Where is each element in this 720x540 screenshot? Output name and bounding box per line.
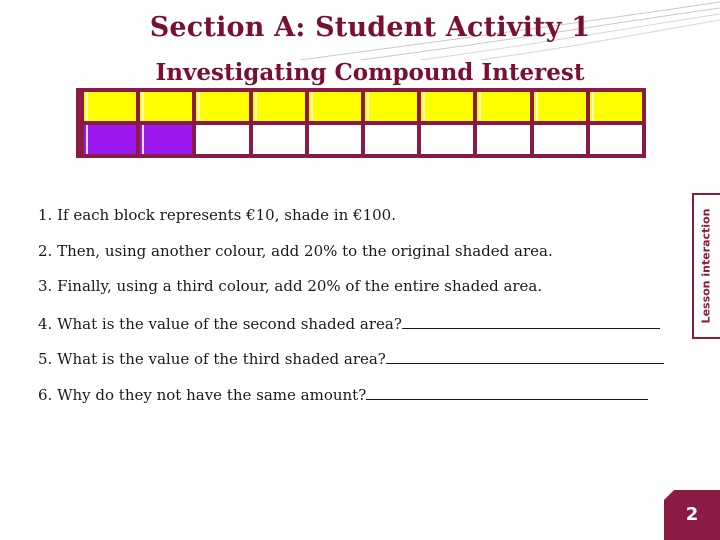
slide-title: Section A: Student Activity 1 [149, 12, 591, 43]
grid-block-yellow[interactable] [534, 92, 586, 121]
page-number-badge [664, 490, 720, 540]
grid-block-white[interactable] [365, 125, 417, 154]
grid-block-yellow[interactable] [309, 92, 361, 121]
grid-block-yellow[interactable] [365, 92, 417, 121]
page-number: 2 [685, 504, 699, 525]
grid-block-white[interactable] [309, 125, 361, 154]
grid-block-white[interactable] [590, 125, 642, 154]
question-item [38, 279, 664, 294]
grid-block-purple[interactable] [140, 125, 192, 154]
side-tab-label: Lesson interaction [699, 208, 713, 324]
question-text: 6. Why do they not have the same amount? [38, 385, 367, 404]
question-item [38, 385, 664, 404]
answer-blank-line[interactable] [402, 315, 660, 329]
grid-block-yellow[interactable] [590, 92, 642, 121]
grid-block-white[interactable] [477, 125, 529, 154]
grid-block-yellow[interactable] [253, 92, 305, 121]
question-text: 4. What is the value of the second shaded area? [38, 314, 402, 333]
grid-block-white[interactable] [421, 125, 473, 154]
answer-blank-line[interactable] [386, 350, 664, 364]
grid-block-yellow[interactable] [140, 92, 192, 121]
grid-block-white[interactable] [253, 125, 305, 154]
grid-block-purple[interactable] [84, 125, 136, 154]
question-text: 2. Then, using another colour, add 20% to the original shaded area. [38, 241, 553, 260]
grid-block-white[interactable] [196, 125, 248, 154]
slide-subtitle: Investigating Compound Interest [155, 59, 585, 86]
question-item [38, 350, 664, 368]
question-text: 1. If each block represents €10, shade in €100. [38, 206, 396, 224]
corner-fold [664, 490, 674, 500]
question-item [38, 241, 664, 260]
question-list [38, 208, 664, 421]
grid-block-yellow[interactable] [196, 92, 248, 121]
question-item [38, 208, 664, 223]
grid-block-yellow[interactable] [477, 92, 529, 121]
grid-block-yellow[interactable] [84, 92, 136, 121]
grid-block-white[interactable] [534, 125, 586, 154]
hundred-block-grid [76, 88, 646, 158]
question-item [38, 314, 664, 333]
answer-blank-line[interactable] [366, 386, 648, 400]
question-text: 3. Finally, using a third colour, add 20% of the entire shaded area. [38, 277, 543, 295]
question-text: 5. What is the value of the third shaded area? [38, 350, 386, 368]
grid-block-yellow[interactable] [421, 92, 473, 121]
